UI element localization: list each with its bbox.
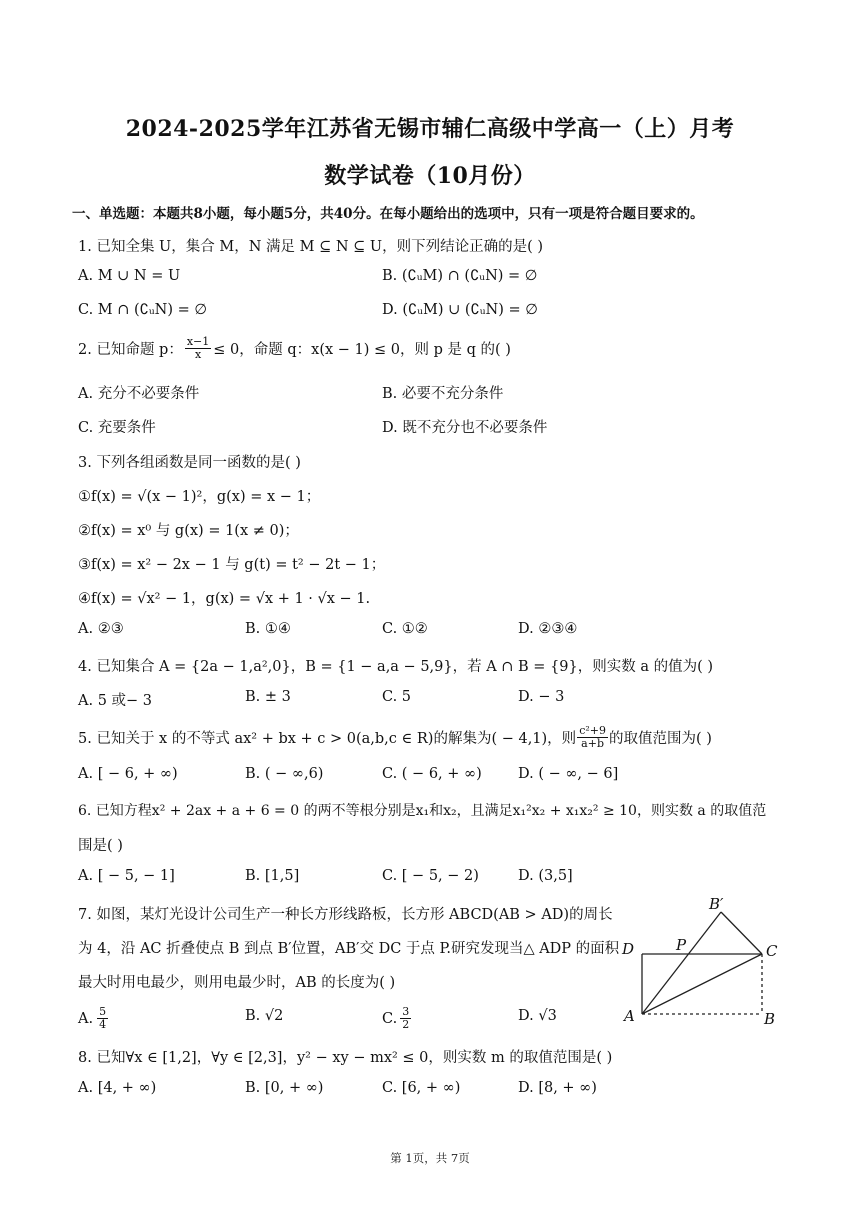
question-3-stem: 3. 下列各组函数是同一函数的是( ) xyxy=(78,455,301,471)
question-7-option-a-prefix: A. xyxy=(78,1010,94,1027)
question-5-option-d: D. ( − ∞, − 6] xyxy=(518,766,619,782)
question-5-option-c: C. ( − 6, + ∞) xyxy=(382,766,482,782)
question-3-option-b: B. ①④ xyxy=(245,621,291,637)
question-7-option-a-denominator: 4 xyxy=(99,1018,107,1031)
question-3-item-3: ③f(x) = x² − 2x − 1 与 g(t) = t² − 2t − 1； xyxy=(78,557,386,573)
label-p: P xyxy=(676,936,687,954)
question-5-stem xyxy=(78,725,712,750)
question-2-option-b: B. 必要不充分条件 xyxy=(382,386,504,402)
question-6-option-d: D. (3,5] xyxy=(518,868,573,884)
question-7-option-c xyxy=(382,1006,411,1031)
question-4-stem: 4. 已知集合 A = {2a − 1,a²,0}，B = {1 − a,a − 5,9}，若 A ∩ B = {9}，则实数 a 的值为( ) xyxy=(78,659,714,675)
question-5-stem-post: 的取值范围为( ) xyxy=(608,731,712,747)
diagonal-ac xyxy=(642,954,762,1014)
question-7-option-c-denominator: 2 xyxy=(402,1018,410,1031)
question-7-option-c-fraction xyxy=(400,1006,411,1031)
folded-side-ab-prime xyxy=(642,912,721,1014)
label-b-prime: B′ xyxy=(709,896,724,913)
question-2-option-c: C. 充要条件 xyxy=(78,420,156,436)
question-1-stem: 1. 已知全集 U，集合 M，N 满足 M ⊆ N ⊆ U，则下列结论正确的是( ) xyxy=(78,239,544,255)
question-5-option-a: A. [ − 6, + ∞) xyxy=(78,766,178,782)
question-7-option-b: B. √2 xyxy=(245,1008,284,1024)
section-heading: 一、单选题：本题共8小题，每小题5分，共40分。在每小题给出的选项中，只有一项是符合题目要求的。 xyxy=(72,206,704,222)
page-footer: 第 1页，共 7页 xyxy=(390,1151,470,1165)
question-1-option-c: C. M ∩ (∁ᵤN) = ∅ xyxy=(78,302,208,318)
question-6-option-c: C. [ − 5, − 2) xyxy=(382,868,479,884)
question-2-option-d: D. 既不充分也不必要条件 xyxy=(382,420,548,436)
question-2-fraction-denominator: x xyxy=(194,348,202,361)
question-6-stem-line-1: 6. 已知方程x² + 2ax + a + 6 = 0 的两不等根分别是x₁和x₂，且满足x₁²x₂ + x₁x₂² ≥ 10，则实数 a 的取值范 xyxy=(78,803,767,819)
title-line-2: 数学试卷（10月份） xyxy=(324,163,536,189)
question-7-stem-line-1: 7. 如图，某灯光设计公司生产一种长方形线路板，长方形 ABCD(AB > AD)的周长 xyxy=(78,907,613,923)
question-5-option-b: B. ( − ∞,6) xyxy=(245,766,324,782)
question-2-stem-post: ≤ 0，命题 q：x(x − 1) ≤ 0，则 p 是 q 的( ) xyxy=(213,342,511,358)
label-b: B xyxy=(764,1010,776,1028)
question-3-option-d: D. ②③④ xyxy=(518,621,578,637)
question-6-option-b: B. [1,5] xyxy=(245,868,300,884)
question-3-item-2: ②f(x) = x⁰ 与 g(x) = 1(x ≠ 0)； xyxy=(78,523,299,539)
question-7-option-a-numerator: 5 xyxy=(99,1005,107,1018)
question-7-option-a xyxy=(78,1006,108,1031)
question-2-option-a: A. 充分不必要条件 xyxy=(78,386,200,402)
question-8-option-c: C. [6, + ∞) xyxy=(382,1080,461,1096)
question-8-option-d: D. [8, + ∞) xyxy=(518,1080,597,1096)
question-3-option-a: A. ②③ xyxy=(78,621,124,637)
rectangle-fold-figure xyxy=(618,896,788,1030)
question-2-fraction-numerator: x−1 xyxy=(186,335,210,348)
question-6-stem-line-2: 围是( ) xyxy=(78,838,123,854)
question-4-option-a: A. 5 或− 3 xyxy=(78,693,153,709)
question-7-option-c-numerator: 3 xyxy=(402,1005,410,1018)
question-5-fraction-denominator: a+b xyxy=(581,737,604,750)
question-2-stem-pre: 2. 已知命题 p： xyxy=(78,342,183,358)
question-2-stem xyxy=(78,336,511,361)
question-5-stem-pre: 5. 已知关于 x 的不等式 ax² + bx + c > 0(a,b,c ∈ R)的解集为( − 4,1)，则 xyxy=(78,731,577,747)
label-c: C xyxy=(766,942,778,960)
question-3-item-1: ①f(x) = √(x − 1)²，g(x) = x − 1； xyxy=(78,489,321,505)
question-5-fraction-numerator: c²+9 xyxy=(579,724,606,737)
label-a: A xyxy=(624,1007,635,1025)
folded-side-b-prime-c xyxy=(721,912,762,954)
question-7-option-c-prefix: C. xyxy=(382,1010,398,1027)
question-3-item-4: ④f(x) = √x² − 1，g(x) = √x + 1 · √x − 1. xyxy=(78,591,371,607)
question-4-option-d: D. − 3 xyxy=(518,689,565,705)
question-3-option-c: C. ①② xyxy=(382,621,428,637)
question-7-option-d: D. √3 xyxy=(518,1008,557,1024)
question-4-option-c: C. 5 xyxy=(382,689,412,705)
question-1-option-d: D. (∁ᵤM) ∪ (∁ᵤN) = ∅ xyxy=(382,302,538,318)
label-d: D xyxy=(622,940,635,958)
question-7-stem-line-3: 最大时用电最少，则用电最少时，AB 的长度为( ) xyxy=(78,975,396,991)
question-6-option-a: A. [ − 5, − 1] xyxy=(78,868,175,884)
question-1-option-b: B. (∁ᵤM) ∩ (∁ᵤN) = ∅ xyxy=(382,268,538,284)
question-7-option-a-fraction xyxy=(97,1006,108,1031)
title-line-1: 2024-2025学年江苏省无锡市辅仁高级中学高一（上）月考 xyxy=(125,116,735,142)
question-8-option-b: B. [0, + ∞) xyxy=(245,1080,324,1096)
question-1-option-a: A. M ∪ N = U xyxy=(78,268,181,284)
question-5-fraction xyxy=(577,725,608,750)
question-8-option-a: A. [4, + ∞) xyxy=(78,1080,157,1096)
question-7-stem-line-2: 为 4，沿 AC 折叠使点 B 到点 B′位置，AB′交 DC 于点 P.研究发现当△ ADP 的面积 xyxy=(78,941,620,957)
question-2-fraction xyxy=(185,336,211,361)
question-8-stem: 8. 已知∀x ∈ [1,2]，∀y ∈ [2,3]，y² − xy − mx² ≤ 0，则实数 m 的取值范围是( ) xyxy=(78,1050,613,1066)
question-4-option-b: B. ± 3 xyxy=(245,689,291,705)
